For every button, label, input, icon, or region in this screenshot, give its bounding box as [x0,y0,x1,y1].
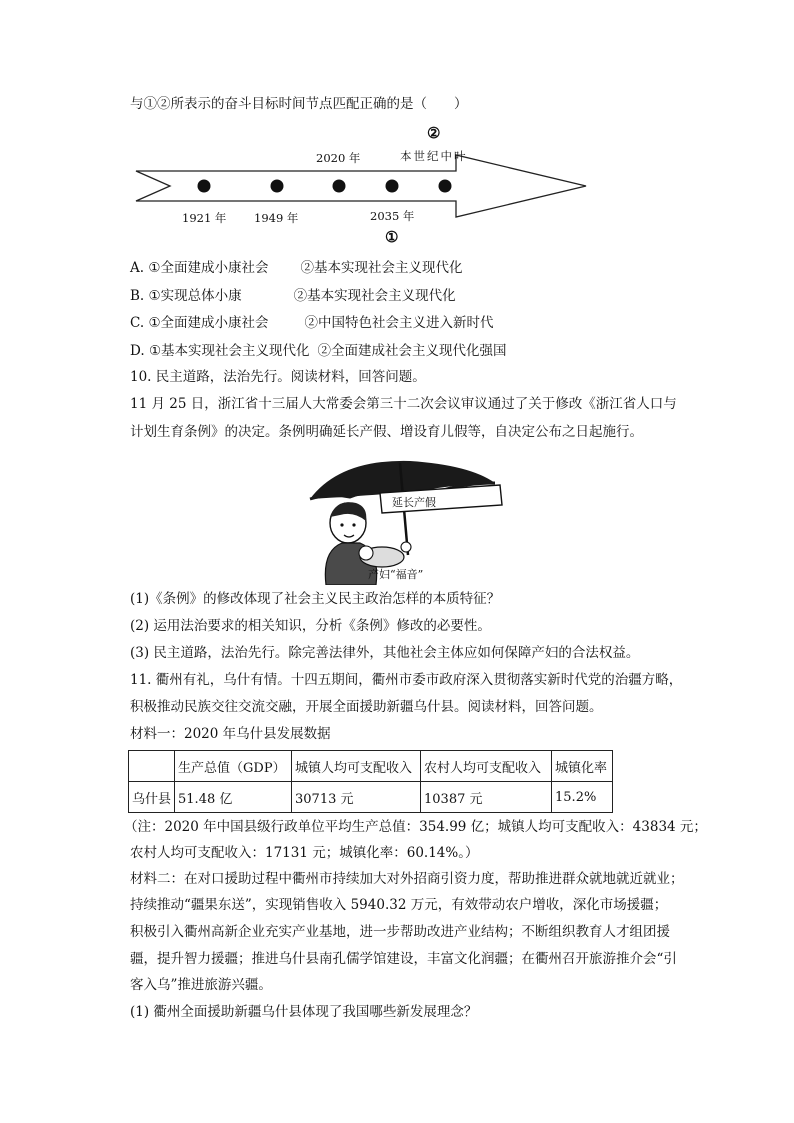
note-line2: 农村人均可支配收入：17131 元；城镇化率：60.14%。） [130,845,479,861]
dot-2020 [333,180,346,193]
q11-sub1: (1) 衢州全面援助新疆乌什县体现了我国哪些新发展理念？ [130,1004,478,1020]
q10-para-line1: 11 月 25 日，浙江省十三届人大常委会第三十二次会议审议通过了关于修改《浙江省人口与 [130,396,677,412]
table-cell: 15.2% [552,782,613,813]
dot-mid-century [439,180,452,193]
note-line1: （注：2020 年中国县级行政单位平均生产总值：354.99 亿；城镇人均可支配收入：43834 元； [124,819,707,835]
option-c: C. ①全面建成小康社会 ②中国特色社会主义进入新时代 [130,315,494,331]
label-1921: 1921 年 [182,211,227,225]
label-circled-1: ① [385,228,399,246]
q10-sub3: (3) 民主道路，法治先行。除完善法律外，其他社会主体应如何保障产妇的合法权益。 [130,645,640,661]
label-mid-century: 本世纪中叶 [400,149,468,163]
q10-sub2: (2) 运用法治要求的相关知识，分析《条例》修改的必要性。 [130,618,491,634]
cartoon-caption: 产妇“福音” [368,568,424,581]
label-2020: 2020 年 [316,151,361,165]
timeline-arrow [130,122,600,252]
table-header-cell: 生产总值（GDP） [175,751,292,782]
table-header-cell [129,751,175,782]
material2-line1: 材料二：在对口援助过程中衢州市持续加大对外招商引资力度，帮助推进群众就地就近就业； [130,871,684,887]
q11-title-line2: 积极推动民族交往交流交融，开展全面援助新疆乌什县。阅读材料，回答问题。 [130,699,603,715]
option-b: B. ①实现总体小康 ②基本实现社会主义现代化 [130,288,456,304]
question-stem: 与①②所表示的奋斗目标时间节点匹配正确的是（ ） [130,96,468,112]
table-header-cell: 城镇化率 [552,751,613,782]
table-cell: 10387 元 [421,782,552,813]
table-row [129,782,613,813]
dot-2035 [386,180,399,193]
dot-1949 [271,180,284,193]
table-cell: 51.48 亿 [175,782,292,813]
q10-title: 10. 民主道路，法治先行。阅读材料，回答问题。 [130,369,426,385]
material2-line3: 积极引入衢州高新企业充实产业基地，进一步帮助改进产业结构；不断组织教育人才组团援 [130,924,670,940]
q10-para-line2: 计划生育条例》的决定。条例明确延长产假、增设育儿假等，自决定公布之日起施行。 [130,424,643,440]
material1-label: 材料一：2020 年乌什县发展数据 [130,726,331,742]
material2-line4: 疆，提升智力援疆；推进乌什县南孔儒学馆建设，丰富文化润疆；在衢州召开旅游推介会“引 [130,951,677,967]
table-header-cell: 农村人均可支配收入 [421,751,552,782]
timeline-diagram [130,122,600,252]
dot-1921 [198,180,211,193]
q11-title-line1: 11. 衢州有礼，乌什有情。十四五期间，衢州市委市政府深入贯彻落实新时代党的治疆方略， [130,672,683,688]
material2-line5: 客入乌”推进旅游兴疆。 [130,977,272,993]
table-cell: 30713 元 [292,782,421,813]
table-header-row [129,751,613,782]
label-circled-2: ② [427,124,441,142]
cartoon-umbrella-text: 延长产假 [392,496,436,509]
table-cell: 乌什县 [129,782,175,813]
table-header-cell: 城镇人均可支配收入 [292,751,421,782]
wushi-data-table [128,750,613,813]
q10-sub1: (1)《条例》的修改体现了社会主义民主政治怎样的本质特征？ [130,591,501,607]
option-d: D. ①基本实现社会主义现代化 ②全面建成社会主义现代化强国 [130,343,507,359]
label-1949: 1949 年 [254,211,299,225]
material2-line2: 持续推动“疆果东送”，实现销售收入 5940.32 万元，有效带动农户增收，深化市场援疆； [130,897,668,913]
label-2035: 2035 年 [370,209,415,223]
option-a: A. ①全面建成小康社会 ②基本实现社会主义现代化 [130,260,463,276]
